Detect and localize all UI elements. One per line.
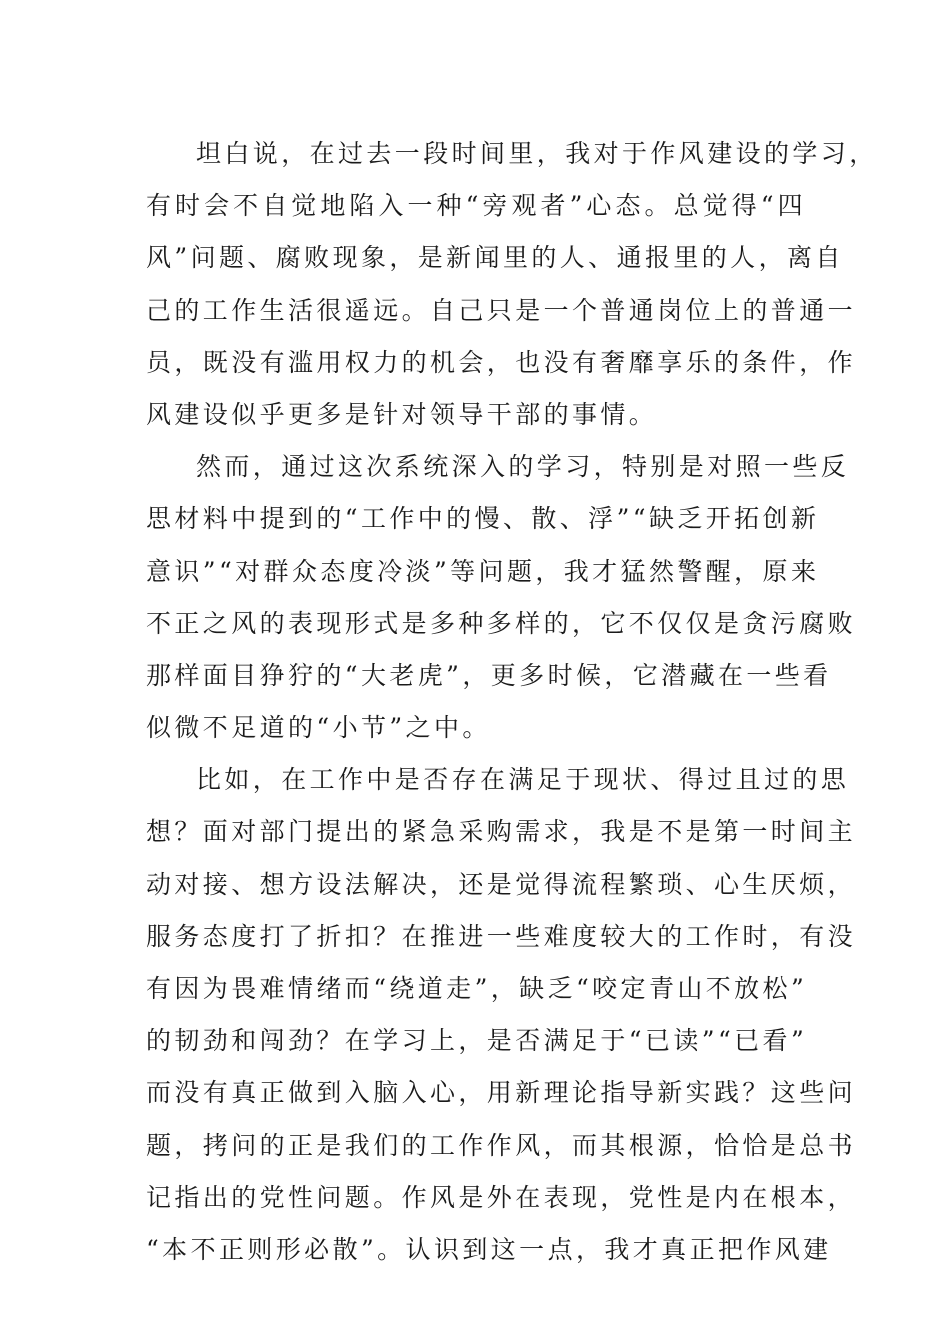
text-line: 题，拷问的正是我们的工作作风，而其根源，恰恰是总书 <box>146 1130 857 1160</box>
text-line: 比如，在工作中是否存在满足于现状、得过且过的思 <box>196 765 850 795</box>
text-line: 思材料中提到的“工作中的慢、散、浮”“缺乏开拓创新 <box>146 504 820 534</box>
text-line: 似微不足道的“小节”之中。 <box>146 713 491 743</box>
text-line: 风”问题、腐败现象，是新闻里的人、通报里的人，离自 <box>146 243 844 273</box>
text-line: 己的工作生活很遥远。自己只是一个普通岗位上的普通一 <box>146 295 857 325</box>
text-line: 服务态度打了折扣？在推进一些难度较大的工作时，有没 <box>146 921 857 951</box>
text-line: 的韧劲和闯劲？在学习上，是否满足于“已读”“已看” <box>146 1026 808 1056</box>
text-line: 记指出的党性问题。作风是外在表现，党性是内在根本， <box>146 1182 857 1212</box>
text-line: 不正之风的表现形式是多种多样的，它不仅仅是贪污腐败 <box>146 608 857 638</box>
text-line: 员，既没有滥用权力的机会，也没有奢靡享乐的条件，作 <box>146 347 857 377</box>
text-line: 动对接、想方设法解决，还是觉得流程繁琐、心生厌烦， <box>146 869 857 899</box>
text-line: 意识”“对群众态度冷淡”等问题，我才猛然警醒，原来 <box>146 556 820 586</box>
text-line: 风建设似乎更多是针对领导干部的事情。 <box>146 399 658 429</box>
document-body <box>146 128 878 1276</box>
text-line: 有因为畏难情绪而“绕道走”，缺乏“咬定青山不放松” <box>146 974 808 1003</box>
text-line: 坦白说，在过去一段时间里，我对于作风建设的学习， <box>196 139 878 168</box>
text-line: 有时会不自觉地陷入一种“旁观者”心态。总觉得“四 <box>146 191 806 221</box>
text-line: 那样面目狰狞的“大老虎”，更多时候，它潜藏在一些看 <box>146 660 832 690</box>
text-line: “本不正则形必散”。认识到这一点，我才真正把作风建 <box>146 1234 832 1264</box>
text-line: 想？面对部门提出的紧急采购需求，我是不是第一时间主 <box>146 817 857 847</box>
text-line: 而没有真正做到入脑入心，用新理论指导新实践？这些问 <box>146 1078 857 1108</box>
text-line: 然而，通过这次系统深入的学习，特别是对照一些反 <box>196 452 850 482</box>
